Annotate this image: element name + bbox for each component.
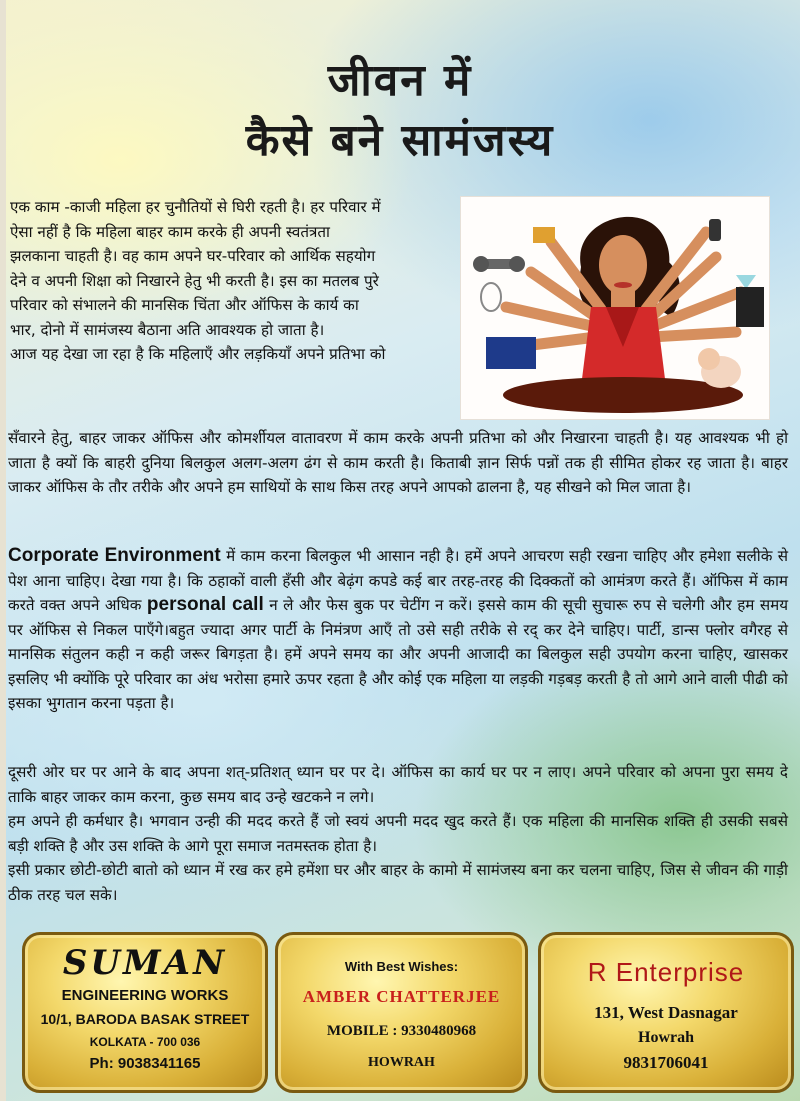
ad-suman-sub: ENGINEERING WORKS bbox=[61, 987, 229, 1004]
intro-line: एक काम -काजी महिला हर चुनौतियों से घिरी रहती है। हर परिवार में bbox=[10, 198, 381, 216]
ad-amber-wish: With Best Wishes: bbox=[344, 959, 459, 974]
ad-amber-chatterjee bbox=[275, 932, 528, 1093]
intro-paragraph bbox=[10, 195, 450, 367]
ad-r-enterprise bbox=[538, 932, 794, 1093]
ad-amber-mobile: MOBILE : 9330480968 bbox=[326, 1023, 477, 1039]
ad-suman-phone: Ph: 9038341165 bbox=[89, 1055, 201, 1072]
home-paragraph-2: हम अपने ही कर्मधार है। भगवान उन्ही की मदद करते हैं जो स्वयं अपनी मदद खुद करते हैं। एक महिला की मानसिक शक्ति ही उसकी सबसे बड़ी शक्ति है और उस शक्ति के आगे पूरा समाज नतमस्तक होता है। bbox=[8, 812, 788, 855]
ad-amber-name: AMBER CHATTERJEE bbox=[302, 987, 501, 1006]
page-title-line1: जीवन में bbox=[327, 55, 473, 106]
corporate-environment-text: Corporate Environment bbox=[8, 545, 221, 566]
intro-line: देने व अपनी शिक्षा को निखारने हेतु भी करती है। इस का मतलब पुरे bbox=[10, 271, 379, 290]
ad-renterprise-city: Howrah bbox=[638, 1029, 694, 1046]
illustration-svg bbox=[461, 197, 769, 419]
intro-line: भार, दोनो में सामंजस्य बैठाना अति आवश्यक हो जाता है। bbox=[10, 320, 325, 339]
ad-renterprise-address: 131, West Dasnagar bbox=[594, 1003, 738, 1022]
ad-suman-address: 10/1, BARODA BASAK STREET bbox=[40, 1011, 250, 1027]
ad-renterprise-name: R Enterprise bbox=[587, 957, 745, 987]
ad-renterprise-phone: 9831706041 bbox=[623, 1053, 709, 1072]
ad-suman-name: SUMAN bbox=[62, 943, 228, 983]
page-title-line2: कैसे बने सामंजस्य bbox=[245, 115, 555, 166]
paragraph-home bbox=[8, 760, 788, 907]
intro-line: आज यह देखा जा रहा है कि महिलाएँ और लड़कियाँ अपने प्रतिभा को bbox=[10, 345, 386, 363]
intro-line: झलकाना चाहती है। वह काम अपने घर-परिवार को आर्थिक सहयोग bbox=[10, 247, 376, 265]
paragraph-corporate bbox=[8, 544, 788, 716]
ad-suman-engineering bbox=[22, 932, 268, 1093]
intro-line: परिवार को संभालने की मानसिक चिंता और ऑफिस के कार्य का bbox=[10, 296, 359, 314]
home-paragraph-1: दूसरी ओर घर पर आने के बाद अपना शत्-प्रतिशत् ध्यान घर पर दे। ऑफिस का कार्य घर पर न लाए। अपने परिवार को अपना पुरा समय दे ताकि बाहर जाकर काम करना, कुछ समय बाद उन्हे खटकने न लगे। bbox=[8, 763, 788, 806]
ad-suman-city: KOLKATA - 700 036 bbox=[89, 1035, 201, 1049]
corporate-text-part2: न ले और फेस बुक पर चेटींग न करें। इससे काम की सूची सुचारू रुप से चलेगी और हम समय पर ऑफिस से निकल पाएँगे।बहुत ज्यादा अगर पार्टी के निमंत्रण आएँ तो उसे सही तरीके से रद् कर देने चाहिए। पार्टी, डान्स फ्लोर वगैरह से मानसिक संतुलन कही न कही जरूर बिगड़ता है। हमें अपने समय का और अपनी आजादी का बिलकुल सही उपयोग करना चाहिए, खासकर इसलिए भी क्योंकि पूरे परिवार का अंध भरोसा हमारे ऊपर रहता है और कोई एक महिला या लड़की गड़बड़ करती है तो आगे आने वाली पीढी को इसका भुगतान करना पड़ता है। bbox=[8, 596, 789, 712]
ad-amber-city: HOWRAH bbox=[368, 1055, 435, 1070]
paragraph-continue: सँवारने हेतु, बाहर जाकर ऑफिस और कोमर्शीयल वातावरण में काम करके अपनी प्रतिभा को और निखारना चाहती है। यह आवश्यक भी हो जाता है क्यों कि बाहरी दुनिया बिलकुल अलग-अलग ढंग से काम करती है। किताबी ज्ञान सिर्फ पन्नों तक ही सीमित होकर रह जाता है। बाहर जाकर ऑफिस के तौर तरीके और अपने हम साथियों के साथ किस तरह अपने आपको ढालना है, यह सीखने को मिल जाता है। bbox=[8, 429, 788, 496]
multitasking-woman-illustration bbox=[460, 196, 770, 420]
personal-call-text: personal call bbox=[146, 594, 264, 615]
corporate-text-part1: में काम करना बिलकुल भी आसान नही है। हमें अपने आचरण सही रखना चाहिए और हमेशा सलीके से पेश आना चाहिए। देखा गया है। कि ठहाकों वाली हँसी और बेढ़ंग कपडे कई बार तरह-तरह की दिक्कतों को आमंत्रण करते हैं। ऑफिस में काम करते वक्त अपने अधिक bbox=[8, 547, 788, 614]
intro-line: ऐसा नहीं है कि महिला बाहर काम करके ही अपनी स्वतंत्रता bbox=[10, 222, 330, 241]
home-paragraph-3: इसी प्रकार छोटी-छोटी बातो को ध्यान में रख कर हमे हमेंशा घर और बाहर के कामो में सामंजस्य बना कर चलना चाहिए, जिस से जीवन की गाड़ी ठीक तरह चल सके। bbox=[8, 861, 788, 904]
